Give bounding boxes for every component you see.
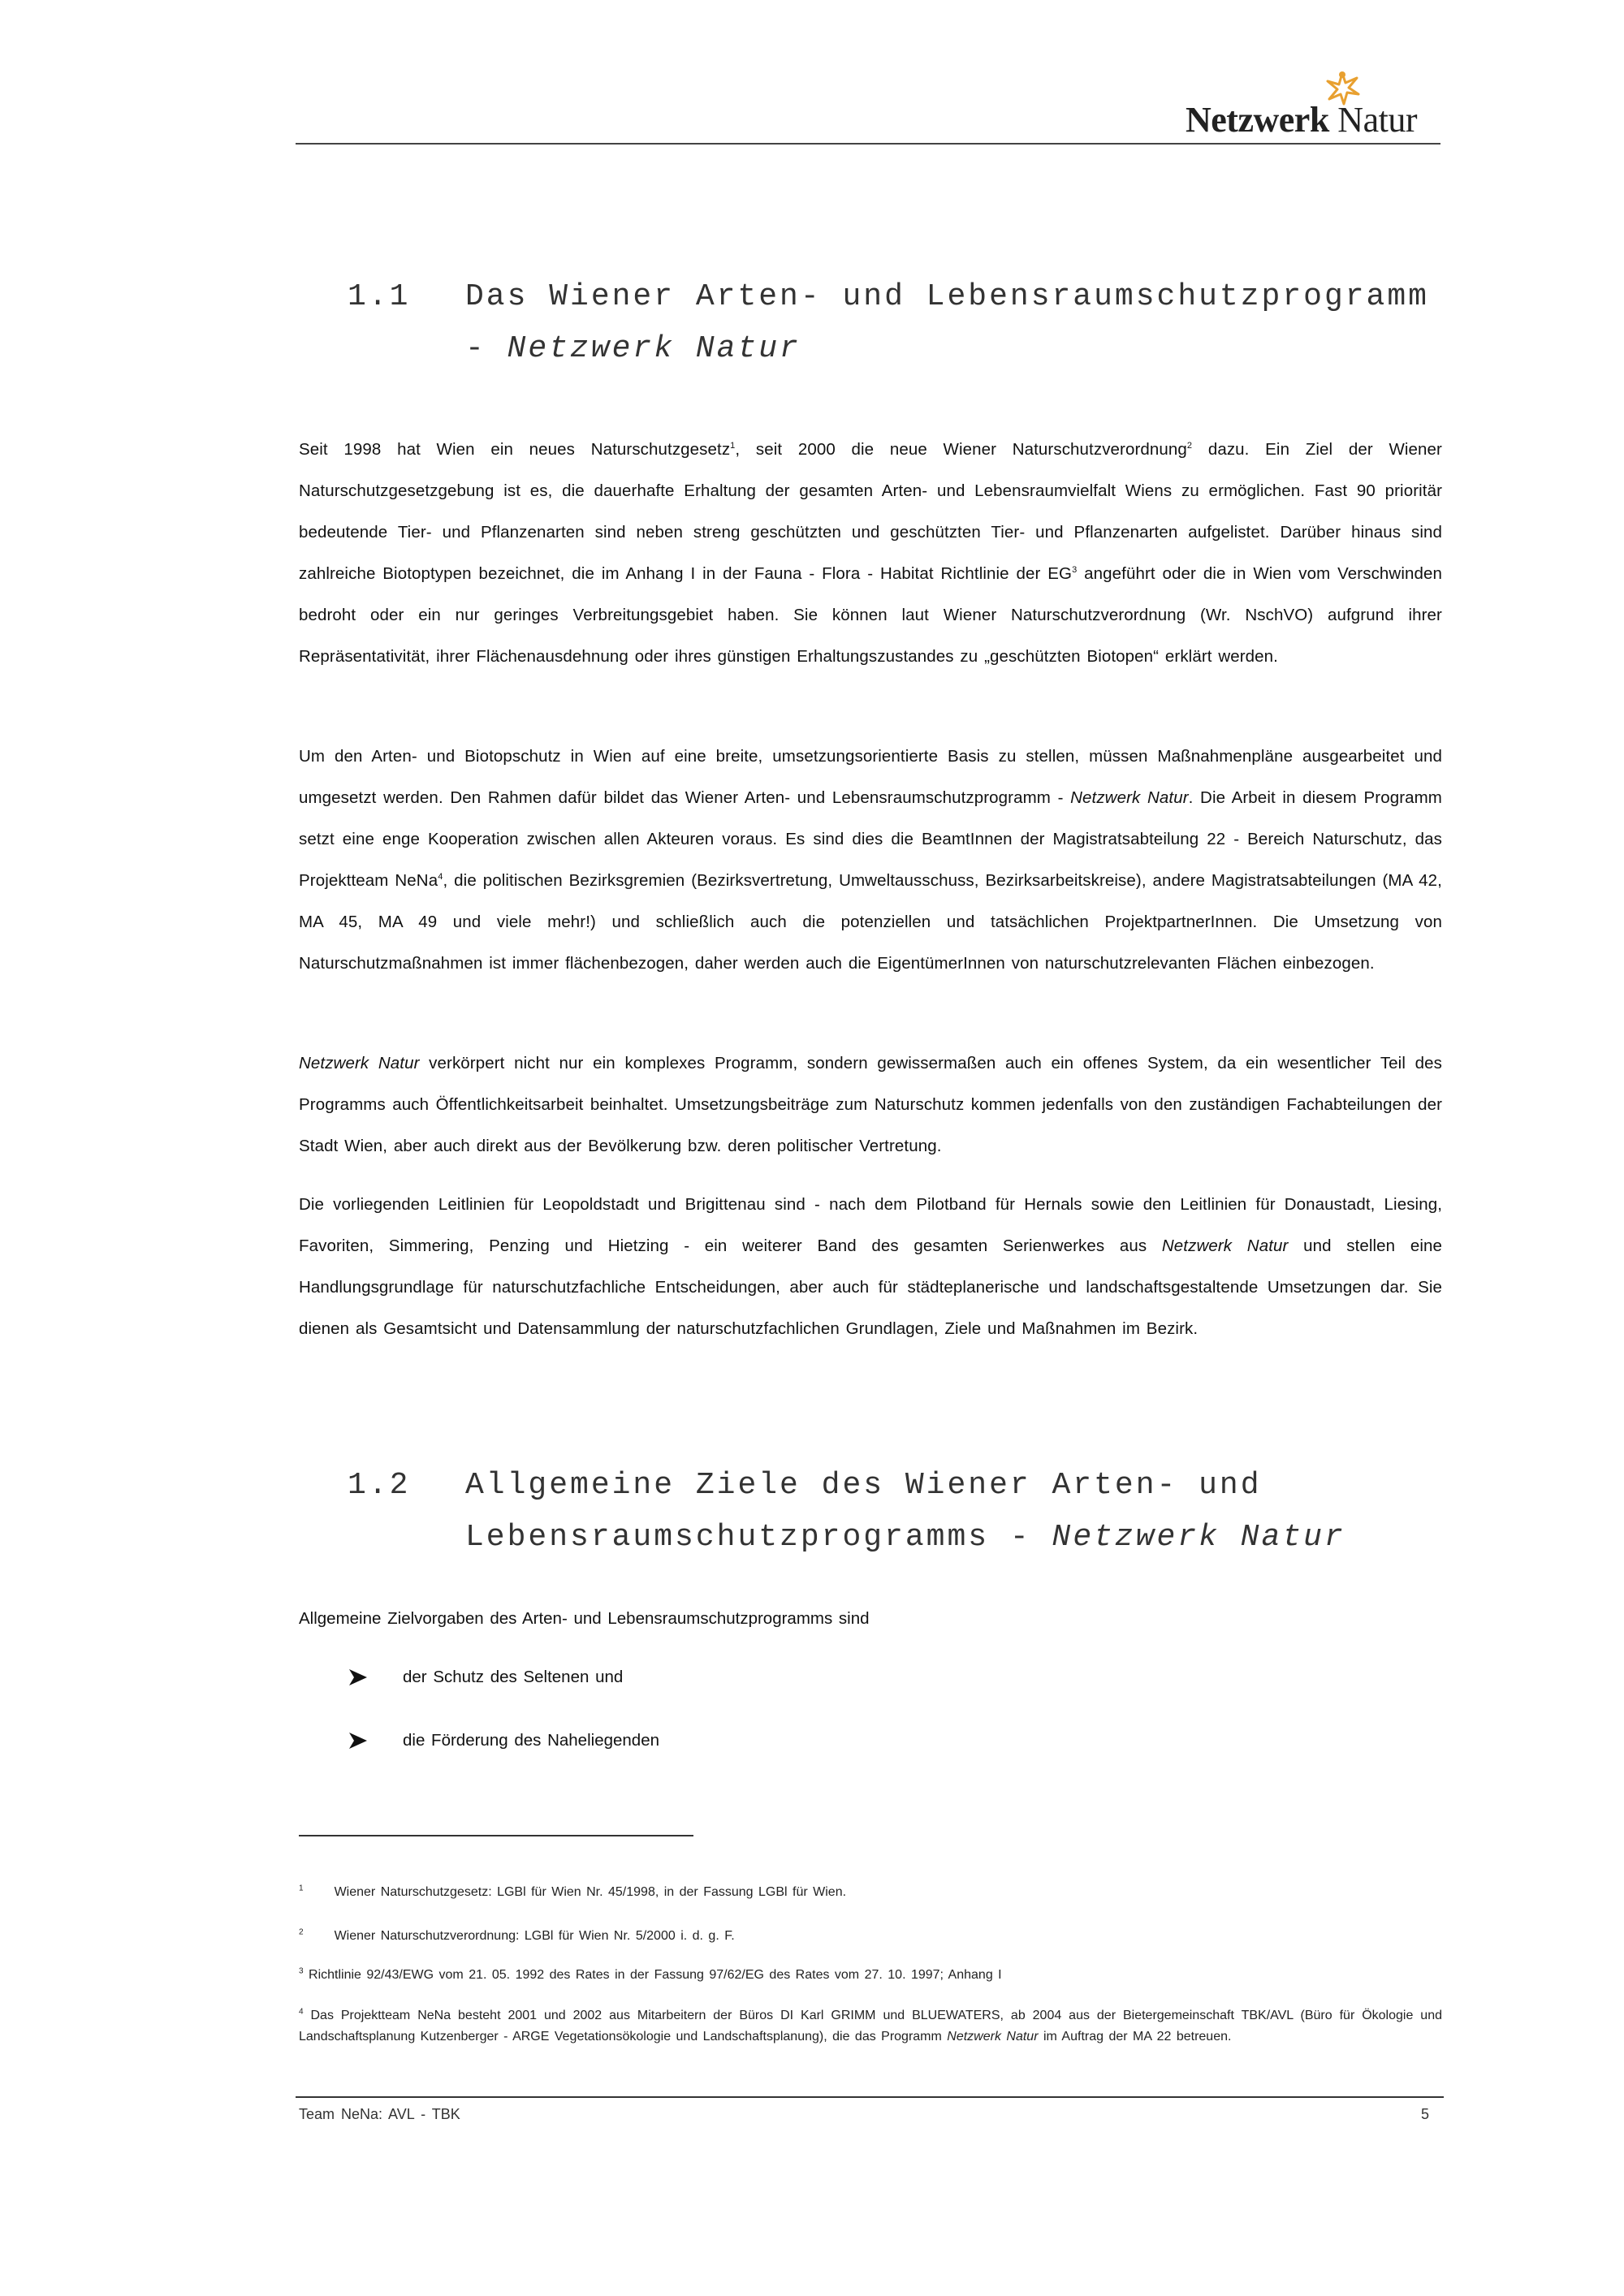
paragraph-3: Netzwerk Natur verkörpert nicht nur ein komplexes Programm, sondern gewissermaßen auch ein offenes System, da ein wesentlicher Teil des Programms auch Öffentlichkeitsarbeit beinhaltet. Umsetzungsbeiträge zum Naturschutz kommen jedenfalls von den zuständigen Fachabteilungen der Stadt Wien, aber auch direkt aus der Bevölkerung bzw. deren politischer Vertretung. bbox=[299, 1054, 1442, 1155]
header-divider bbox=[296, 143, 1440, 145]
section-2-title-line1: Allgemeine Ziele des Wiener Arten- und bbox=[465, 1468, 1262, 1503]
section-1-title-line1: Das Wiener Arten- und Lebensraumschutzprogramm bbox=[465, 279, 1429, 314]
goals-intro: Allgemeine Zielvorgaben des Arten- und Lebensraumschutzprogramms sind bbox=[299, 1609, 870, 1628]
section-1-title-line2: - Netzwerk Natur bbox=[465, 331, 801, 366]
page-number: 5 bbox=[1421, 2106, 1430, 2122]
footnote-ref-3: 3 bbox=[1072, 565, 1078, 576]
paragraph-4: Die vorliegenden Leitlinien für Leopoldstadt und Brigittenau sind - nach dem Pilotband für Hernals sowie den Leitlinien für Donaustadt, Liesing, Favoriten, Simmering, Penzing und Hietzing - ein weiterer Band des gesamten Serienwerkes aus Netzwerk Natur und stellen eine Handlungsgrundlage für naturschutzfachliche Entscheidungen, aber auch für städteplanerische und landschaftsgestaltende Umsetzungen dar. Sie dienen als Gesamtsicht und Datensammlung der naturschutzfachlichen Grundlagen, Ziele und Maßnahmen im Bezirk. bbox=[299, 1195, 1442, 1338]
arrowhead-bullet-icon bbox=[348, 1668, 369, 1687]
footnote-2: $^2$ Wiener Naturschutzverordnung: LGBl für Wien Nr. 5/2000 i. d. g. F. bbox=[299, 1927, 735, 1943]
footnote-1: $^1$ Wiener Naturschutzgesetz: LGBl für Wien Nr. 45/1998, in der Fassung LGBl für Wien. bbox=[299, 1884, 847, 1899]
list-item: der Schutz des Seltenen und bbox=[348, 1668, 623, 1687]
footnote-divider bbox=[299, 1835, 693, 1836]
paragraph-2: Um den Arten- und Biotopschutz in Wien auf eine breite, umsetzungsorientierte Basis zu stellen, müssen Maßnahmenpläne ausgearbeitet und umgesetzt werden. Den Rahmen dafür bildet das Wiener Arten- und Lebensraumschutzprogramm - Netzwerk Natur. Die Arbeit in diesem Programm setzt eine enge Kooperation zwischen allen Akteuren voraus. Es sind dies die BeamtInnen der Magistratsabteilung 22 - Bereich Naturschutz, das Projektteam NeNa$^4$, die politischen Bezirksgremien (Bezirksvertretung, Umweltausschuss, Bezirksarbeitskreise), andere Magistratsabteilungen (MA 42, MA 45, MA 49 und viele mehr!) und schließlich auch die potenziellen und tatsächlichen ProjektpartnerInnen. Die Umsetzung von Naturschutzmaßnahmen ist immer flächenbezogen, daher werden auch die EigentümerInnen von naturschutzrelevanten Flächen einbezogen. bbox=[299, 747, 1442, 973]
footer-team-label: Team NeNa: AVL - TBK bbox=[299, 2106, 460, 2122]
arrowhead-bullet-icon bbox=[348, 1731, 369, 1750]
section-2-number: 1.2 bbox=[348, 1468, 411, 1503]
section-2-title-line2: Lebensraumschutzprogramms - Netzwerk Natur bbox=[465, 1520, 1345, 1555]
footnote-ref-4: 4 bbox=[438, 872, 443, 883]
footnote-4: $^4$ Das Projektteam NeNa besteht 2001 und 2002 aus Mitarbeitern der Büros DI Karl GRIMM und BLUEWATERS, ab 2004 aus der Bietergemeinschaft TBK/AVL (Büro für Ökologie und Landschaftsplanung Kutzenberger - ARGE Vegetationsökologie und Landschaftsplanung), die das Programm Netzwerk Natur im Auftrag der MA 22 betreuen. bbox=[299, 2007, 1442, 2044]
paragraph-1: Seit 1998 hat Wien ein neues Naturschutzgesetz$^1$, seit 2000 die neue Wiener Naturschutzverordnung$^2$ dazu. Ein Ziel der Wiener Naturschutzgesetzgebung ist es, die dauerhafte Erhaltung der gesamten Arten- und Lebensraumvielfalt Wiens zu ermöglichen. Fast 90 prioritär bedeutende Tier- und Pflanzenarten sind neben streng geschützten und geschützten Tier- und Pflanzenarten aufgelistet. Darüber hinaus sind zahlreiche Biotoptypen bezeichnet, die im Anhang I in der Fauna - Flora - Habitat Richtlinie der $EG^3$ angeführt oder die in Wien vom Verschwinden bedroht oder ein nur geringes Verbreitungsgebiet haben. Sie können laut Wiener Naturschutzverordnung (Wr. NschVO) aufgrund ihrer Repräsentativität, ihrer Flächenausdehnung oder ihres günstigen Erhaltungszustandes zu „geschützten Biotopen“ erklärt werden. bbox=[299, 440, 1442, 666]
footer-divider bbox=[296, 2096, 1444, 2098]
footnote-ref-2: 2 bbox=[1186, 441, 1193, 451]
list-item: die Förderung des Naheliegenden bbox=[348, 1731, 659, 1750]
logo-wordmark: Netzwerk Natur bbox=[1186, 100, 1417, 140]
netzwerk-natur-logo bbox=[1186, 70, 1445, 140]
footnote-ref-1: 1 bbox=[730, 441, 736, 451]
footnote-3: $^3$ Richtlinie 92/43/EWG vom 21. 05. 1992 des Rates in der Fassung 97/62/EG des Rates vom 27. 10. 1997; Anhang I bbox=[299, 1966, 1002, 1982]
section-1-number: 1.1 bbox=[348, 279, 411, 314]
